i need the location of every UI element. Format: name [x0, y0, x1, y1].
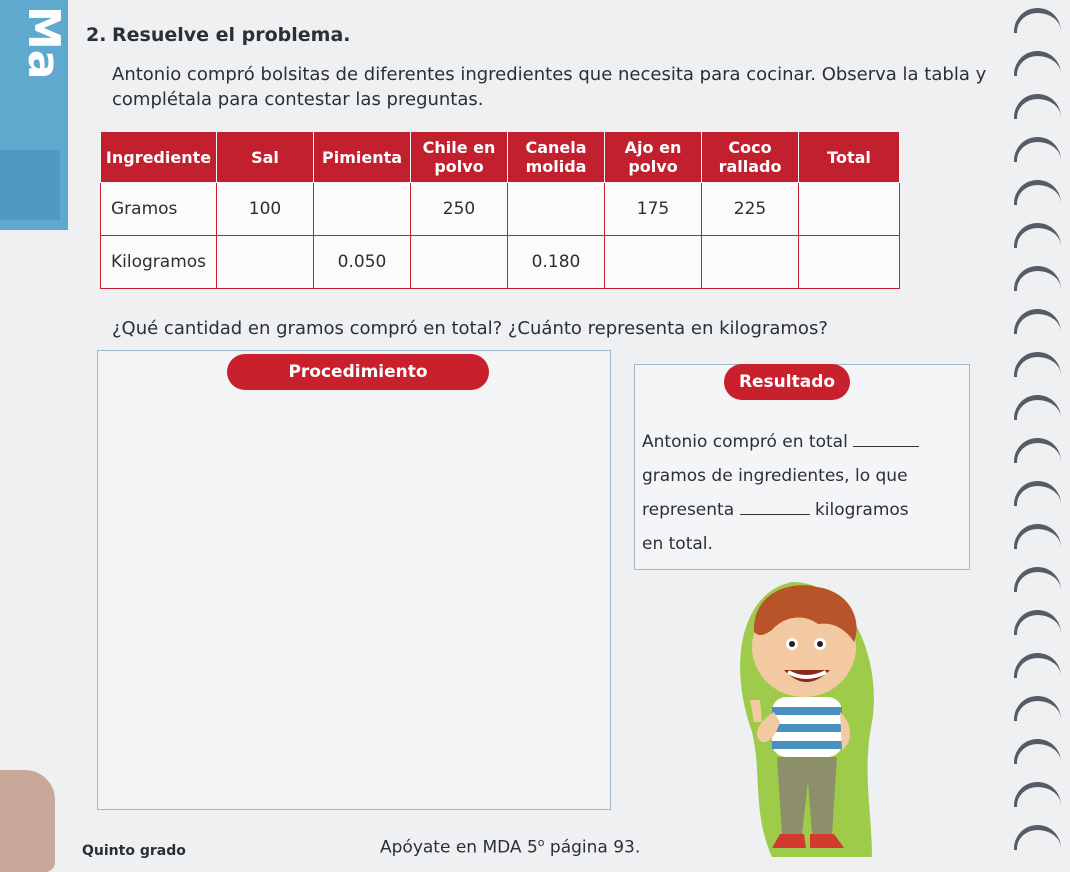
table-cell[interactable]: 250 [411, 183, 508, 236]
reference-post: página 93. [544, 837, 641, 858]
spiral-ring [1014, 524, 1061, 549]
table-cell[interactable] [799, 236, 900, 289]
spiral-ring [1014, 51, 1061, 76]
table-cell[interactable]: 175 [605, 183, 702, 236]
table-cell[interactable] [411, 236, 508, 289]
spiral-ring [1014, 825, 1061, 850]
spiral-ring [1014, 352, 1061, 377]
table-header: Pimienta [314, 132, 411, 183]
spiral-ring [1014, 395, 1061, 420]
spiral-ring [1014, 266, 1061, 291]
spiral-ring [1014, 94, 1061, 119]
finger-photo-artifact [0, 770, 55, 872]
ingredients-table [100, 131, 900, 289]
spiral-ring [1014, 739, 1061, 764]
spiral-ring [1014, 782, 1061, 807]
total-kilograms-blank[interactable] [740, 500, 810, 515]
spiral-ring [1014, 653, 1061, 678]
spiral-ring [1014, 8, 1061, 33]
spiral-ring [1014, 610, 1061, 635]
result-line [642, 493, 962, 527]
result-line-4: en total. [642, 534, 713, 554]
table-row [101, 236, 900, 289]
table-cell[interactable]: 0.050 [314, 236, 411, 289]
side-decoration [0, 150, 60, 220]
table-header: Ingrediente [101, 132, 217, 183]
exercise-statement: Antonio compró bolsitas de diferentes ingredientes que necesita para cocinar. Observa la tabla y complétala para contestar las preguntas. [112, 64, 987, 110]
row-label: Kilogramos [101, 236, 217, 289]
spiral-ring [1014, 309, 1061, 334]
total-grams-blank[interactable] [853, 432, 919, 447]
table-cell[interactable] [605, 236, 702, 289]
spiral-binding [1000, 0, 1070, 872]
spiral-ring [1014, 567, 1061, 592]
reference-note [380, 836, 640, 858]
table-cell[interactable] [314, 183, 411, 236]
table-header: Total [799, 132, 900, 183]
spiral-ring [1014, 438, 1061, 463]
row-label: Gramos [101, 183, 217, 236]
result-line-1: Antonio compró en total [642, 432, 848, 452]
spiral-ring [1014, 223, 1061, 248]
procedure-label: Procedimiento [227, 354, 489, 390]
table-cell[interactable] [799, 183, 900, 236]
result-line [642, 425, 962, 459]
result-line-3a: representa [642, 500, 735, 520]
spiral-ring [1014, 180, 1061, 205]
table-cell[interactable] [702, 236, 799, 289]
result-label: Resultado [724, 364, 850, 400]
result-line-3b: kilogramos [814, 500, 909, 520]
table-header-row [101, 132, 900, 183]
spiral-ring [1014, 696, 1061, 721]
procedure-box[interactable] [97, 350, 611, 810]
table-cell[interactable]: 225 [702, 183, 799, 236]
question-text: ¿Qué cantidad en gramos compró en total? ¿Cuánto representa en kilogramos? [112, 318, 828, 339]
table-header: Canela molida [508, 132, 605, 183]
spiral-ring [1014, 137, 1061, 162]
table-header: Ajo en polvo [605, 132, 702, 183]
table-cell[interactable] [217, 236, 314, 289]
table-header: Sal [217, 132, 314, 183]
side-tab-glyph: Ma [18, 6, 69, 80]
result-line-2: gramos de ingredientes, lo que [642, 466, 908, 486]
table-header: Coco rallado [702, 132, 799, 183]
exercise-title: Resuelve el problema. [112, 24, 351, 46]
table-cell[interactable] [508, 183, 605, 236]
reference-pre: Apóyate en MDA 5 [380, 837, 538, 858]
reference-sup: o [537, 836, 545, 849]
exercise-number: 2. [86, 24, 107, 46]
table-cell[interactable]: 0.180 [508, 236, 605, 289]
grade-label: Quinto grado [82, 843, 186, 859]
result-text [642, 425, 962, 561]
spiral-ring [1014, 481, 1061, 506]
table-cell[interactable]: 100 [217, 183, 314, 236]
table-header: Chile en polvo [411, 132, 508, 183]
boy-mascot-icon [722, 572, 882, 862]
table-row [101, 183, 900, 236]
